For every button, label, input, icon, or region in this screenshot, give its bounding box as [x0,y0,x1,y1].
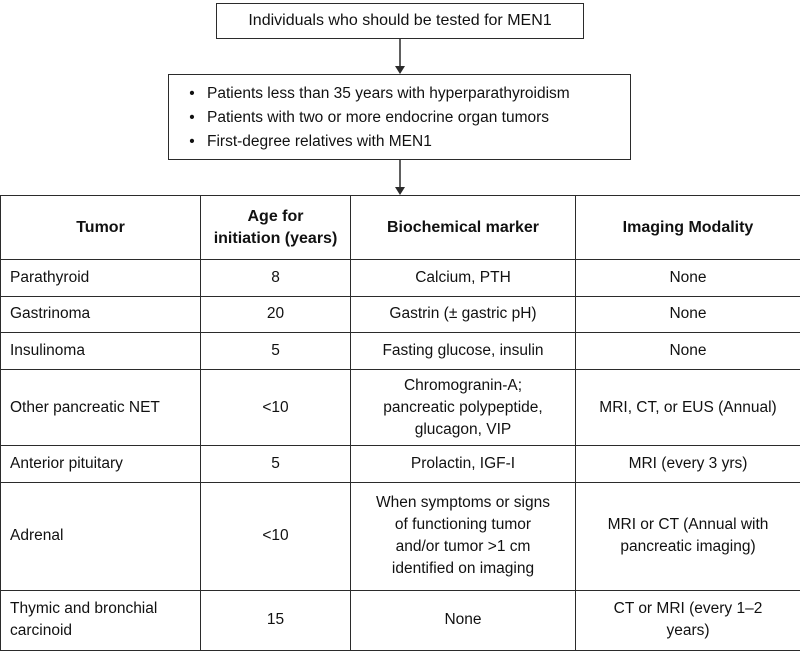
cell-marker [351,369,576,445]
cell-age: <10 [201,369,351,445]
cell-tumor-line: Other pancreatic NET [10,398,160,416]
cell-marker [351,296,576,333]
header-tumor: Tumor [1,196,201,260]
cell-tumor-line: carcinoid [10,622,73,640]
criteria-text: First-degree relatives with MEN1 [207,133,432,150]
cell-imaging-line: years) [666,622,710,640]
cell-imaging [576,333,800,370]
cell-marker-line: Chromogranin-A; [403,376,523,394]
cell-marker-line: When symptoms or signs [376,494,550,512]
header-age [201,196,351,260]
cell-imaging-line: MRI (every 3 yrs) [628,455,748,473]
cell-marker [351,333,576,370]
cell-tumor-line: Gastrinoma [10,305,91,323]
cell-marker-line: Prolactin, IGF-I [410,455,516,473]
cell-marker [351,446,576,483]
table-row [1,482,800,590]
cell-marker-line: of functioning tumor [394,516,532,534]
bullet: • [189,85,195,102]
cell-marker-line: None [444,611,482,629]
cell-marker [351,260,576,297]
cell-imaging [576,260,800,297]
cell-imaging-line: pancreatic imaging) [620,538,756,556]
header-imaging: Imaging Modality [576,196,800,260]
bullet: • [189,109,195,126]
cell-tumor-line: Insulinoma [10,342,85,360]
criteria-text: Patients with two or more endocrine organ tumors [207,109,550,126]
screening-table [0,195,800,651]
criteria-list [177,82,620,154]
cell-marker [351,482,576,590]
cell-age: 5 [201,446,351,483]
table-row [1,446,800,483]
arrow-head-2 [395,187,405,195]
cell-imaging-line: None [669,342,707,360]
criteria-item [177,130,620,154]
cell-imaging [576,296,800,333]
table-row [1,296,800,333]
criteria-item [177,106,620,130]
cell-imaging [576,446,800,483]
cell-marker-line: Calcium, PTH [415,268,511,286]
cell-age: 8 [201,260,351,297]
title-text: Individuals who should be tested for MEN1 [248,12,552,29]
cell-tumor [1,296,201,333]
cell-tumor-line: Parathyroid [10,268,90,286]
cell-tumor [1,590,201,650]
table-row [1,369,800,445]
cell-imaging-line: MRI or CT (Annual with [607,516,769,534]
cell-tumor [1,333,201,370]
cell-marker-line: identified on imaging [391,560,535,578]
cell-marker-line: glucagon, VIP [414,420,512,438]
table-row [1,260,800,297]
cell-tumor [1,369,201,445]
cell-tumor-line: Anterior pituitary [10,455,123,473]
table-row [1,333,800,370]
cell-age: 20 [201,296,351,333]
cell-imaging-line: CT or MRI (every 1–2 [613,600,763,618]
cell-imaging-line: MRI, CT, or EUS (Annual) [599,398,777,416]
table-body [1,260,800,651]
criteria-item [177,82,620,106]
cell-imaging-line: None [669,305,707,323]
cell-marker-line: Gastrin (± gastric pH) [389,305,537,323]
criteria-box [168,74,631,160]
cell-imaging-line: None [669,268,707,286]
cell-marker-line: Fasting glucose, insulin [382,342,544,360]
cell-imaging [576,369,800,445]
cell-tumor-line: Thymic and bronchial [10,600,158,618]
cell-imaging [576,482,800,590]
arrow-head-1 [395,66,405,74]
cell-marker-line: and/or tumor >1 cm [395,538,531,556]
bullet: • [189,133,195,150]
cell-tumor [1,446,201,483]
cell-marker [351,590,576,650]
cell-marker-line: pancreatic polypeptide, [383,398,543,416]
header-marker: Biochemical marker [351,196,576,260]
cell-age: 15 [201,590,351,650]
header-row [1,196,800,260]
cell-imaging [576,590,800,650]
header-age-line: initiation (years) [213,229,338,247]
cell-age: 5 [201,333,351,370]
criteria-text: Patients less than 35 years with hyperparathyroidism [207,85,570,102]
cell-tumor [1,260,201,297]
cell-age: <10 [201,482,351,590]
table-row [1,590,800,650]
header-age-line: Age for [247,207,304,225]
cell-tumor [1,482,201,590]
cell-tumor-line: Adrenal [10,527,64,545]
